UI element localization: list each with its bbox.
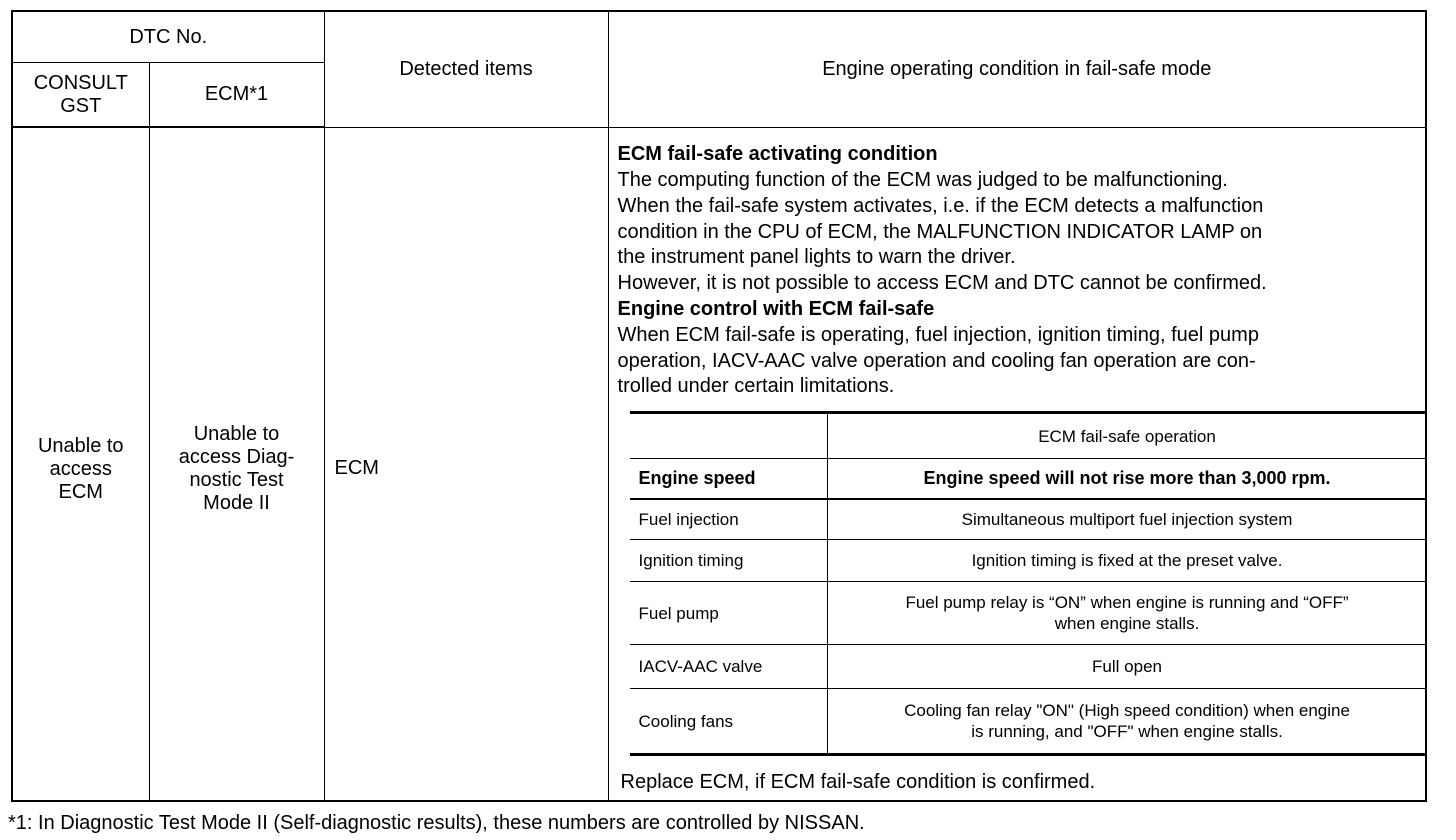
failsafe-item: Engine speed [630, 459, 828, 500]
failsafe-item: Ignition timing [630, 540, 828, 582]
ecm-header: ECM*1 [149, 63, 324, 128]
ecm-cell [149, 127, 324, 801]
operation-line: when engine stalls. [1054, 614, 1200, 634]
operation-line: is running, and "OFF" when engine stalls. [971, 722, 1283, 742]
ecm-line: nostic Test [189, 469, 284, 491]
condition-text [609, 133, 1425, 400]
failsafe-item: Fuel pump [630, 582, 828, 645]
footnote: *1: In Diagnostic Test Mode II (Self-diagnostic results), these numbers are controlled by NISSAN. [8, 812, 865, 834]
activating-condition-heading: ECM fail-safe activating condition [617, 143, 938, 166]
ecm-line: Mode II [203, 492, 270, 514]
failsafe-operation: Simultaneous multiport fuel injection system [827, 499, 1427, 540]
failsafe-operation: Ignition timing is fixed at the preset valve. [827, 540, 1427, 582]
condition-line: However, it is not possible to access ECM and DTC cannot be confirmed. [617, 272, 1267, 295]
engine-condition-header: Engine operating condition in fail-safe mode [608, 11, 1426, 127]
consult-line: Unable to [37, 434, 124, 457]
engine-control-heading: Engine control with ECM fail-safe [617, 298, 935, 321]
failsafe-item: Fuel injection [630, 499, 828, 540]
table-row [630, 499, 1427, 540]
failsafe-item: Cooling fans [630, 689, 828, 755]
condition-line: the instrument panel lights to warn the driver. [617, 246, 1016, 269]
table-row [630, 689, 1427, 755]
ecm-line: Unable to [193, 423, 280, 445]
condition-line: When ECM fail-safe is operating, fuel injection, ignition timing, fuel pump [617, 323, 1259, 346]
operation-line: Cooling fan relay "ON" (High speed condition) when engine [904, 701, 1350, 721]
gst-label: GST [60, 94, 102, 117]
consult-label: CONSULT [33, 71, 128, 94]
consult-line: access [49, 457, 112, 480]
consult-gst-header [12, 63, 149, 128]
condition-cell [608, 127, 1426, 801]
detected-cell: ECM [324, 127, 608, 801]
failsafe-operation [827, 582, 1427, 645]
table-row [630, 645, 1427, 689]
failsafe-header: ECM fail-safe operation [827, 413, 1427, 459]
ecm-line: access Diag- [178, 446, 295, 468]
consult-line: ECM [58, 480, 103, 503]
table-row [630, 459, 1427, 500]
condition-line: The computing function of the ECM was judged to be malfunctioning. [617, 169, 1228, 192]
condition-line: When the fail-safe system activates, i.e. if the ECM detects a malfunction [617, 194, 1264, 217]
failsafe-header-empty [630, 413, 828, 459]
dtc-no-header: DTC No. [12, 11, 324, 63]
consult-cell [12, 127, 149, 801]
table-row [630, 540, 1427, 582]
failsafe-operation [827, 689, 1427, 755]
table-row [630, 582, 1427, 645]
condition-line: operation, IACV-AAC valve operation and cooling fan operation are con- [617, 349, 1256, 372]
operation-line: Fuel pump relay is “ON” when engine is running and “OFF” [905, 593, 1349, 613]
failsafe-item: IACV-AAC valve [630, 645, 828, 689]
failsafe-operation: Full open [827, 645, 1427, 689]
replace-ecm-text: Replace ECM, if ECM fail-safe condition is confirmed. [620, 771, 1096, 794]
failsafe-operation: Engine speed will not rise more than 3,000 rpm. [827, 459, 1427, 500]
failsafe-operation-table [630, 411, 1427, 756]
dtc-table [11, 10, 1427, 802]
detected-items-header: Detected items [324, 11, 608, 127]
condition-line: trolled under certain limitations. [617, 375, 895, 398]
condition-line: condition in the CPU of ECM, the MALFUNCTION INDICATOR LAMP on [617, 220, 1263, 243]
